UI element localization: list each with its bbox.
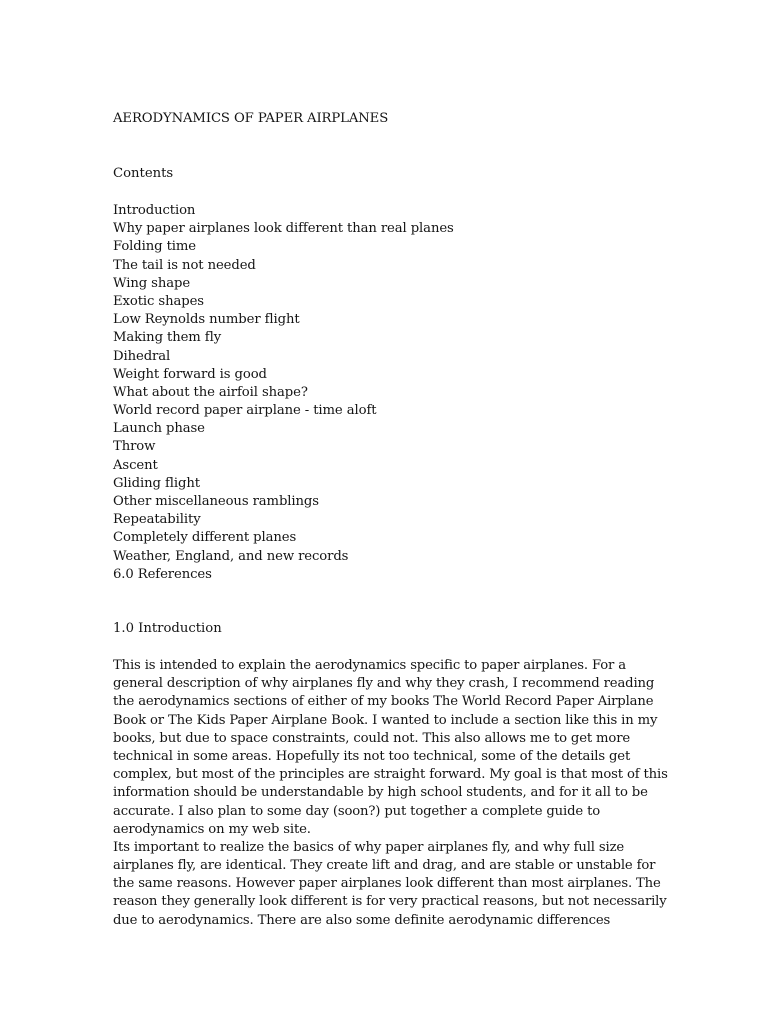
toc-item: Launch phase xyxy=(113,421,205,437)
body-line: technical in some areas. Hopefully its not too technical, some of the details get xyxy=(113,748,631,764)
toc-item: Throw xyxy=(113,439,156,455)
toc-item: Wing shape xyxy=(113,275,191,291)
body-line: general description of why airplanes fly and why they crash, I recommend reading xyxy=(113,676,655,692)
toc-item: Gliding flight xyxy=(113,475,200,491)
table-of-contents xyxy=(113,202,454,584)
body-line: accurate. I also plan to some day (soon?) put together a complete guide to xyxy=(113,803,601,819)
toc-item: Repeatability xyxy=(113,512,201,528)
body-line: complex, but most of the principles are straight forward. My goal is that most of this xyxy=(113,767,668,783)
document-page xyxy=(113,0,668,1024)
body-line: aerodynamics on my web site. xyxy=(113,821,311,837)
toc-item: Dihedral xyxy=(113,348,171,364)
introduction-body xyxy=(113,657,668,930)
toc-item: Weight forward is good xyxy=(113,366,267,382)
toc-item: 6.0 References xyxy=(113,566,212,582)
toc-item: Introduction xyxy=(113,203,196,218)
toc-item: Ascent xyxy=(113,457,158,473)
body-line: airplanes fly, are identical. They create lift and drag, and are stable or unstable for xyxy=(113,858,656,874)
body-line: Its important to realize the basics of why paper airplanes fly, and why full size xyxy=(113,839,625,855)
body-line: reason they generally look different is for very practical reasons, but not necessarily xyxy=(113,894,667,910)
toc-item: The tail is not needed xyxy=(113,257,256,273)
contents-heading: Contents xyxy=(113,166,174,181)
document-title: AERODYNAMICS OF PAPER AIRPLANES xyxy=(113,111,389,126)
toc-item: Weather, England, and new records xyxy=(113,548,349,564)
toc-item: Folding time xyxy=(113,239,196,255)
toc-item: Exotic shapes xyxy=(113,293,204,309)
body-line: due to aerodynamics. There are also some definite aerodynamic differences xyxy=(113,912,611,928)
toc-item: World record paper airplane - time aloft xyxy=(113,403,377,419)
body-line: the aerodynamics sections of either of my books The World Record Paper Airplane xyxy=(113,694,654,710)
body-line: information should be understandable by high school students, and for it all to be xyxy=(113,785,648,801)
body-line: books, but due to space constraints, could not. This also allows me to get more xyxy=(113,730,631,746)
section-heading-introduction: 1.0 Introduction xyxy=(113,621,222,636)
body-line: Book or The Kids Paper Airplane Book. I wanted to include a section like this in my xyxy=(113,712,658,728)
body-line: the same reasons. However paper airplanes look different than most airplanes. The xyxy=(113,876,661,892)
toc-item: Completely different planes xyxy=(113,530,297,546)
toc-item: Low Reynolds number flight xyxy=(113,312,300,328)
toc-item: Why paper airplanes look different than real planes xyxy=(113,221,454,237)
toc-item: Making them fly xyxy=(113,330,222,346)
body-line: This is intended to explain the aerodynamics specific to paper airplanes. For a xyxy=(113,658,626,673)
toc-item: What about the airfoil shape? xyxy=(113,384,308,400)
toc-item: Other miscellaneous ramblings xyxy=(113,494,319,509)
